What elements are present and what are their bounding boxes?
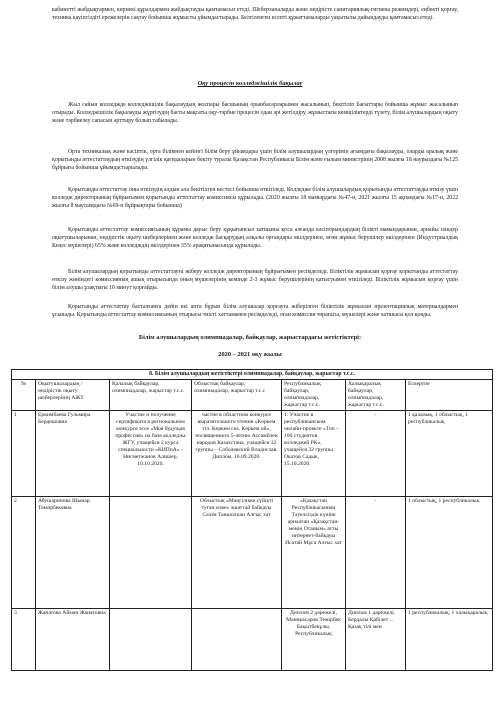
- paragraph-4: Қорытынды аттестаттау комиссиясының құрамы дауыс беру құқығынсыз хатшыны қоса алғанда кәсіпорындардың білікті мамандарынан, арнайы пәндер оқытушыларынан, өндірістік оқыту шеберлерінен және колледж басқарудың алқалы органдары өкілдерінен, яғни жұмыс берушілер өкілдерінен (Индустриалдық Кеңес мүшелері) 65% және колледждің өкілдерінен 35% арақатынасында құрылады.: [52, 227, 458, 250]
- table-caption-row: [12, 370, 493, 380]
- paragraph-5: Білім алушылардың қорытынды аттестаттауға жіберу колледж директорының бұйрығымен ресімделеді. Біліктілік жұмысын қорғау қорытынды аттестаттау өткізу жөніндегі комиссияның ашық отырысында оның мүшелерінің кемінде 2-3 жұмыс берушілерінің қатысуымен өткізіледі. Біліктілік жұмысын қорғау үшін білім алушы ұзақтығы 10 минут қорғайды.: [52, 269, 458, 292]
- row-international: -: [346, 411, 406, 497]
- top-paragraph: кабинетті жабдықтармен, көрнекі құралдармен жабдықтауды қамтамасыз етеді. Шеберханаларда және өндірісте санитариялық-гигиена режимдері, еңбекті қорғау, техника қауіпсіздігі ережелерін сақтау бойынша жұмысты ұйымдастырады. Белгіленген есепті құжаттамаларды уақытылы дайындауды қамтамасыз етеді.: [52, 7, 458, 22]
- row-republic: Диплом 2 дәрежелі, Маникасаров Темірбек Бақытбекұлы, Республикалық: [282, 609, 346, 671]
- row-note: 1 республикалық, 1 халықаралық: [406, 609, 493, 671]
- header-note: Ескертпе: [406, 380, 493, 411]
- row-republic: 1. Участие в республиканском онлайн-проекте «Топ – 100 студентов колледжей РК», учащейся 32 группы Окатов Садык, 15.10.2020.: [282, 411, 346, 497]
- header-region: Облыстық байқаулар, олимпиадалар, жарыстар т.с.с: [192, 380, 282, 411]
- paragraph-3: Қорытынды аттестаттау оны өткізудің алдын ала бекітілген кестесі бойынша өткізіледі. Колледже білім алушылардың қорытынды аттестаттауды өткізу үшін колледж директорының бұйрығымен қорытынды аттестаттау комиссиясы құрылады. (2020 жылғы 18 мамырдағы №47-н, 2021 жылғы 15 ақпандағы №17-н, 2022 жылғы 8 маусымдағы №69-н бұйрықтары бойынша): [52, 187, 458, 210]
- row-student: Жанатова Айман Жанатовна: [36, 609, 110, 671]
- row-international: Диплом 1 дәрежелі, Бердалы Қабілет ... Қазақ тілі мен: [346, 609, 406, 671]
- table-row: [12, 609, 493, 671]
- row-student: Абушаринова Шынар Темирбековна: [36, 497, 110, 609]
- header-republic: Республикалық байқаулар, олимпиадалар, жарыстар т.с.с.: [282, 380, 346, 411]
- achievements-table: [11, 369, 493, 671]
- row-republic: «Қазақстан Республикасының Тәуелсіздік күніне арналған «Қазақстан-менің Отаным» атты интернет-байқауы Исатай Мұса Алғыс хат: [282, 497, 346, 609]
- table-row: [12, 497, 493, 609]
- row-city: [110, 609, 192, 671]
- row-num: 2: [12, 497, 36, 609]
- header-city: Қалалық байқаулар, олимпиадалар, жарыстар т.с.с.: [110, 380, 192, 411]
- table-row: [12, 411, 493, 497]
- row-num: 1: [12, 411, 36, 497]
- row-region: Облыстық «Мәңгілікке сүйікті туған өлке» эшаттай байқауы Сәлім Таншолпан Алғыс хат: [192, 497, 282, 609]
- row-student: Еркимбаева Гульмира Бердешовна: [36, 411, 110, 497]
- row-international: -: [346, 497, 406, 609]
- row-city: [110, 497, 192, 609]
- table-header-row: [12, 380, 493, 411]
- header-student: Оқытушылардың / өндірістік оқыту шеберлерінің АЖТ: [36, 380, 110, 411]
- row-num: 3: [12, 609, 36, 671]
- achievements-heading: Білім алушылардың олимпиадалар, байқаулар, жарыстардағы жетістіктері:: [138, 334, 362, 341]
- paragraph-6: Қорытынды аттестаттау басталғанға дейін екі апта бұрын білім алушылар қорғауға жіберілген біліктілік жұмысын презентациялық материалдармен ұсынады. Қорытынды аттестаттау комиссиясының отырысы тиісті хаттамамен ресімделеді, оған комиссия төрағасы, мүшелері және хатшысы қол қояды.: [52, 304, 458, 319]
- row-city: Участие и получение сертификата в региональном конкурсе эссе «Моя будущая профессия» на базе колледжа ЖГУ, учащейся 2 курса специальности «КИПиА» - Нигметжанов Алишер, 10.10.2020.: [110, 411, 192, 497]
- header-international: Халықаралық байқаулар, олимпиадалар, жарыстар т.с.с.: [346, 380, 406, 411]
- paragraph-2: Орта техникалық және кәсіптік, орта білімнен кейінгі білім беру ұйымдары үшін білім алушылардың үлгерімін ағымдағы бақылауды, оларды аралық және қорытынды аттестаттаудың өткізудің үлгілік қағидаларын бекіту туралы Қазақстан Республикасы Білім және ғылым министрінің 2008 жылғы 18 наурыздағы №125 бұйрығы бойынша ұйымдастырылады.: [52, 149, 458, 172]
- table-caption: 8. Білім алушылардың жетістіктері олимпиадалар, байқаулар, жарыстар т.с.с.: [12, 370, 493, 380]
- section-heading: Оқу процесін колледжішілік бақылау: [197, 80, 303, 87]
- row-note: 1 қалалық, 1 облыстық, 1 республикалық: [406, 411, 493, 497]
- header-num: №: [12, 380, 36, 411]
- row-note: 1 облыстық, 1 республикалық: [406, 497, 493, 609]
- year-heading: 2020 – 2021 оқу жылы: [218, 351, 282, 358]
- row-region: частие в областном конкурсе выразительного чтения «Көркем тіл. Көркем сөз. Көркем ой», посвященного 5-летию Ассамблеи народов Казахстана, учащейся 32 группы – Соболевский Владислав. Диплом, 16.09.2020.: [192, 411, 282, 497]
- paragraph-1: Жыл сайын колледжде колледжішілік бақылаудың жоспары басшының орынбасарларымен жасалынып, бекітіліп бағыттары бойынша жұмыс жасалынып отырады. Колледжішілік бақылауды жүргізудің басты мақсаты оқу-тәрбие процесін одан әрі жетілдіру, жұмыстағы кемшіліктерді түзету, білім алушылардың оқыту және тәрбиелеу сапасын арттыру болып табылады.: [52, 102, 458, 125]
- row-region: [192, 609, 282, 671]
